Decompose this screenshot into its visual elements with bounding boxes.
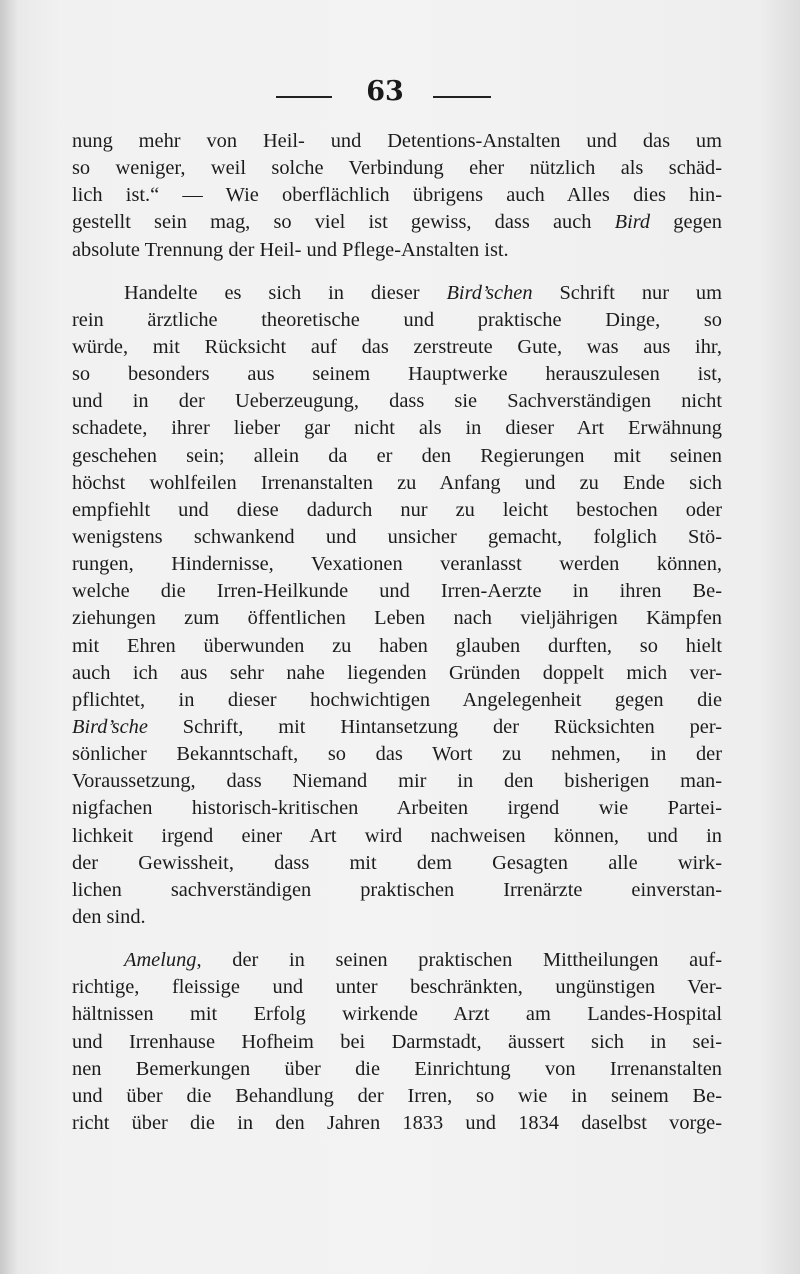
text-line: nen Bemerkungen über die Einrichtung von Irrenanstalten [72, 1057, 722, 1080]
text-line: so besonders aus seinem Hauptwerke herauszulesen ist, [72, 363, 722, 386]
text-line: schadete, ihrer lieber gar nicht als in dieser Art Erwähnung [72, 417, 722, 440]
text-line: höchst wohlfeilen Irrenanstalten zu Anfang und zu Ende sich [72, 471, 722, 494]
text-line: wenigstens schwankend und unsicher gemacht, folglich Stö- [72, 525, 722, 548]
text-line: absolute Trennung der Heil- und Pflege-Anstalten ist. [72, 238, 509, 261]
text-line: rungen, Hindernisse, Vexationen veranlasst werden können, [72, 553, 722, 576]
text-line: welche die Irren-Heilkunde und Irren-Aerzte in ihren Be- [72, 580, 722, 603]
text-line: rein ärztliche theoretische und praktische Dinge, so [72, 308, 722, 331]
text-line: lich ist.“ — Wie oberflächlich übrigens auch Alles dies hin- [72, 184, 722, 207]
page-number: 63 [366, 76, 404, 107]
page-header [0, 72, 800, 112]
text-line: Bird’sche Schrift, mit Hintansetzung der Rücksichten per- [72, 715, 722, 738]
header-rule-right [433, 96, 491, 98]
text-line: nung mehr von Heil- und Detentions-Anstalten und das um [72, 130, 722, 152]
paragraph-1 [72, 128, 722, 264]
text-line: hältnissen mit Erfolg wirkende Arzt am Landes-Hospital [72, 1003, 722, 1026]
text-line: sönlicher Bekanntschaft, so das Wort zu nehmen, in der [72, 743, 722, 766]
body-text [72, 128, 722, 1137]
text-line: und Irrenhause Hofheim bei Darmstadt, äussert sich in sei- [72, 1030, 722, 1053]
text-line: gestellt sein mag, so viel ist gewiss, dass auch Bird gegen [72, 211, 722, 234]
text-line: und über die Behandlung der Irren, so wie in seinem Be- [72, 1084, 722, 1107]
text-line: richt über die in den Jahren 1833 und 1834 daselbst vorge- [72, 1111, 722, 1134]
text-line: richtige, fleissige und unter beschränkten, ungünstigen Ver- [72, 976, 722, 999]
text-line: Amelung, der in seinen praktischen Mittheilungen auf- [124, 949, 722, 972]
paragraph-3 [72, 947, 722, 1137]
text-line: lichkeit irgend einer Art wird nachweisen können, und in [72, 824, 722, 847]
text-line: der Gewissheit, dass mit dem Gesagten alle wirk- [72, 851, 722, 874]
text-line: Voraussetzung, dass Niemand mir in den bisherigen man- [72, 770, 722, 793]
text-line: würde, mit Rücksicht auf das zerstreute Gute, was aus ihr, [72, 335, 722, 358]
paragraph-2 [72, 280, 722, 931]
text-line: empfiehlt und diese dadurch nur zu leicht bestochen oder [72, 498, 722, 521]
text-line: lichen sachverständigen praktischen Irrenärzte einverstan- [72, 878, 722, 901]
text-line: geschehen sein; allein da er den Regierungen mit seinen [72, 444, 722, 467]
text-line: den sind. [72, 905, 146, 928]
text-line: mit Ehren überwunden zu haben glauben durften, so hielt [72, 634, 722, 657]
text-line: und in der Ueberzeugung, dass sie Sachverständigen nicht [72, 390, 722, 413]
text-line: auch ich aus sehr nahe liegenden Gründen doppelt mich ver- [72, 661, 722, 684]
text-line: nigfachen historisch-kritischen Arbeiten irgend wie Partei- [72, 797, 722, 820]
text-line: so weniger, weil solche Verbindung eher nützlich als schäd- [72, 157, 722, 180]
header-rule-left [276, 96, 332, 98]
text-line: ziehungen zum öffentlichen Leben nach vieljährigen Kämpfen [72, 607, 722, 630]
text-line: Handelte es sich in dieser Bird’schen Schrift nur um [124, 281, 722, 304]
text-line: pflichtet, in dieser hochwichtigen Angelegenheit gegen die [72, 688, 722, 711]
